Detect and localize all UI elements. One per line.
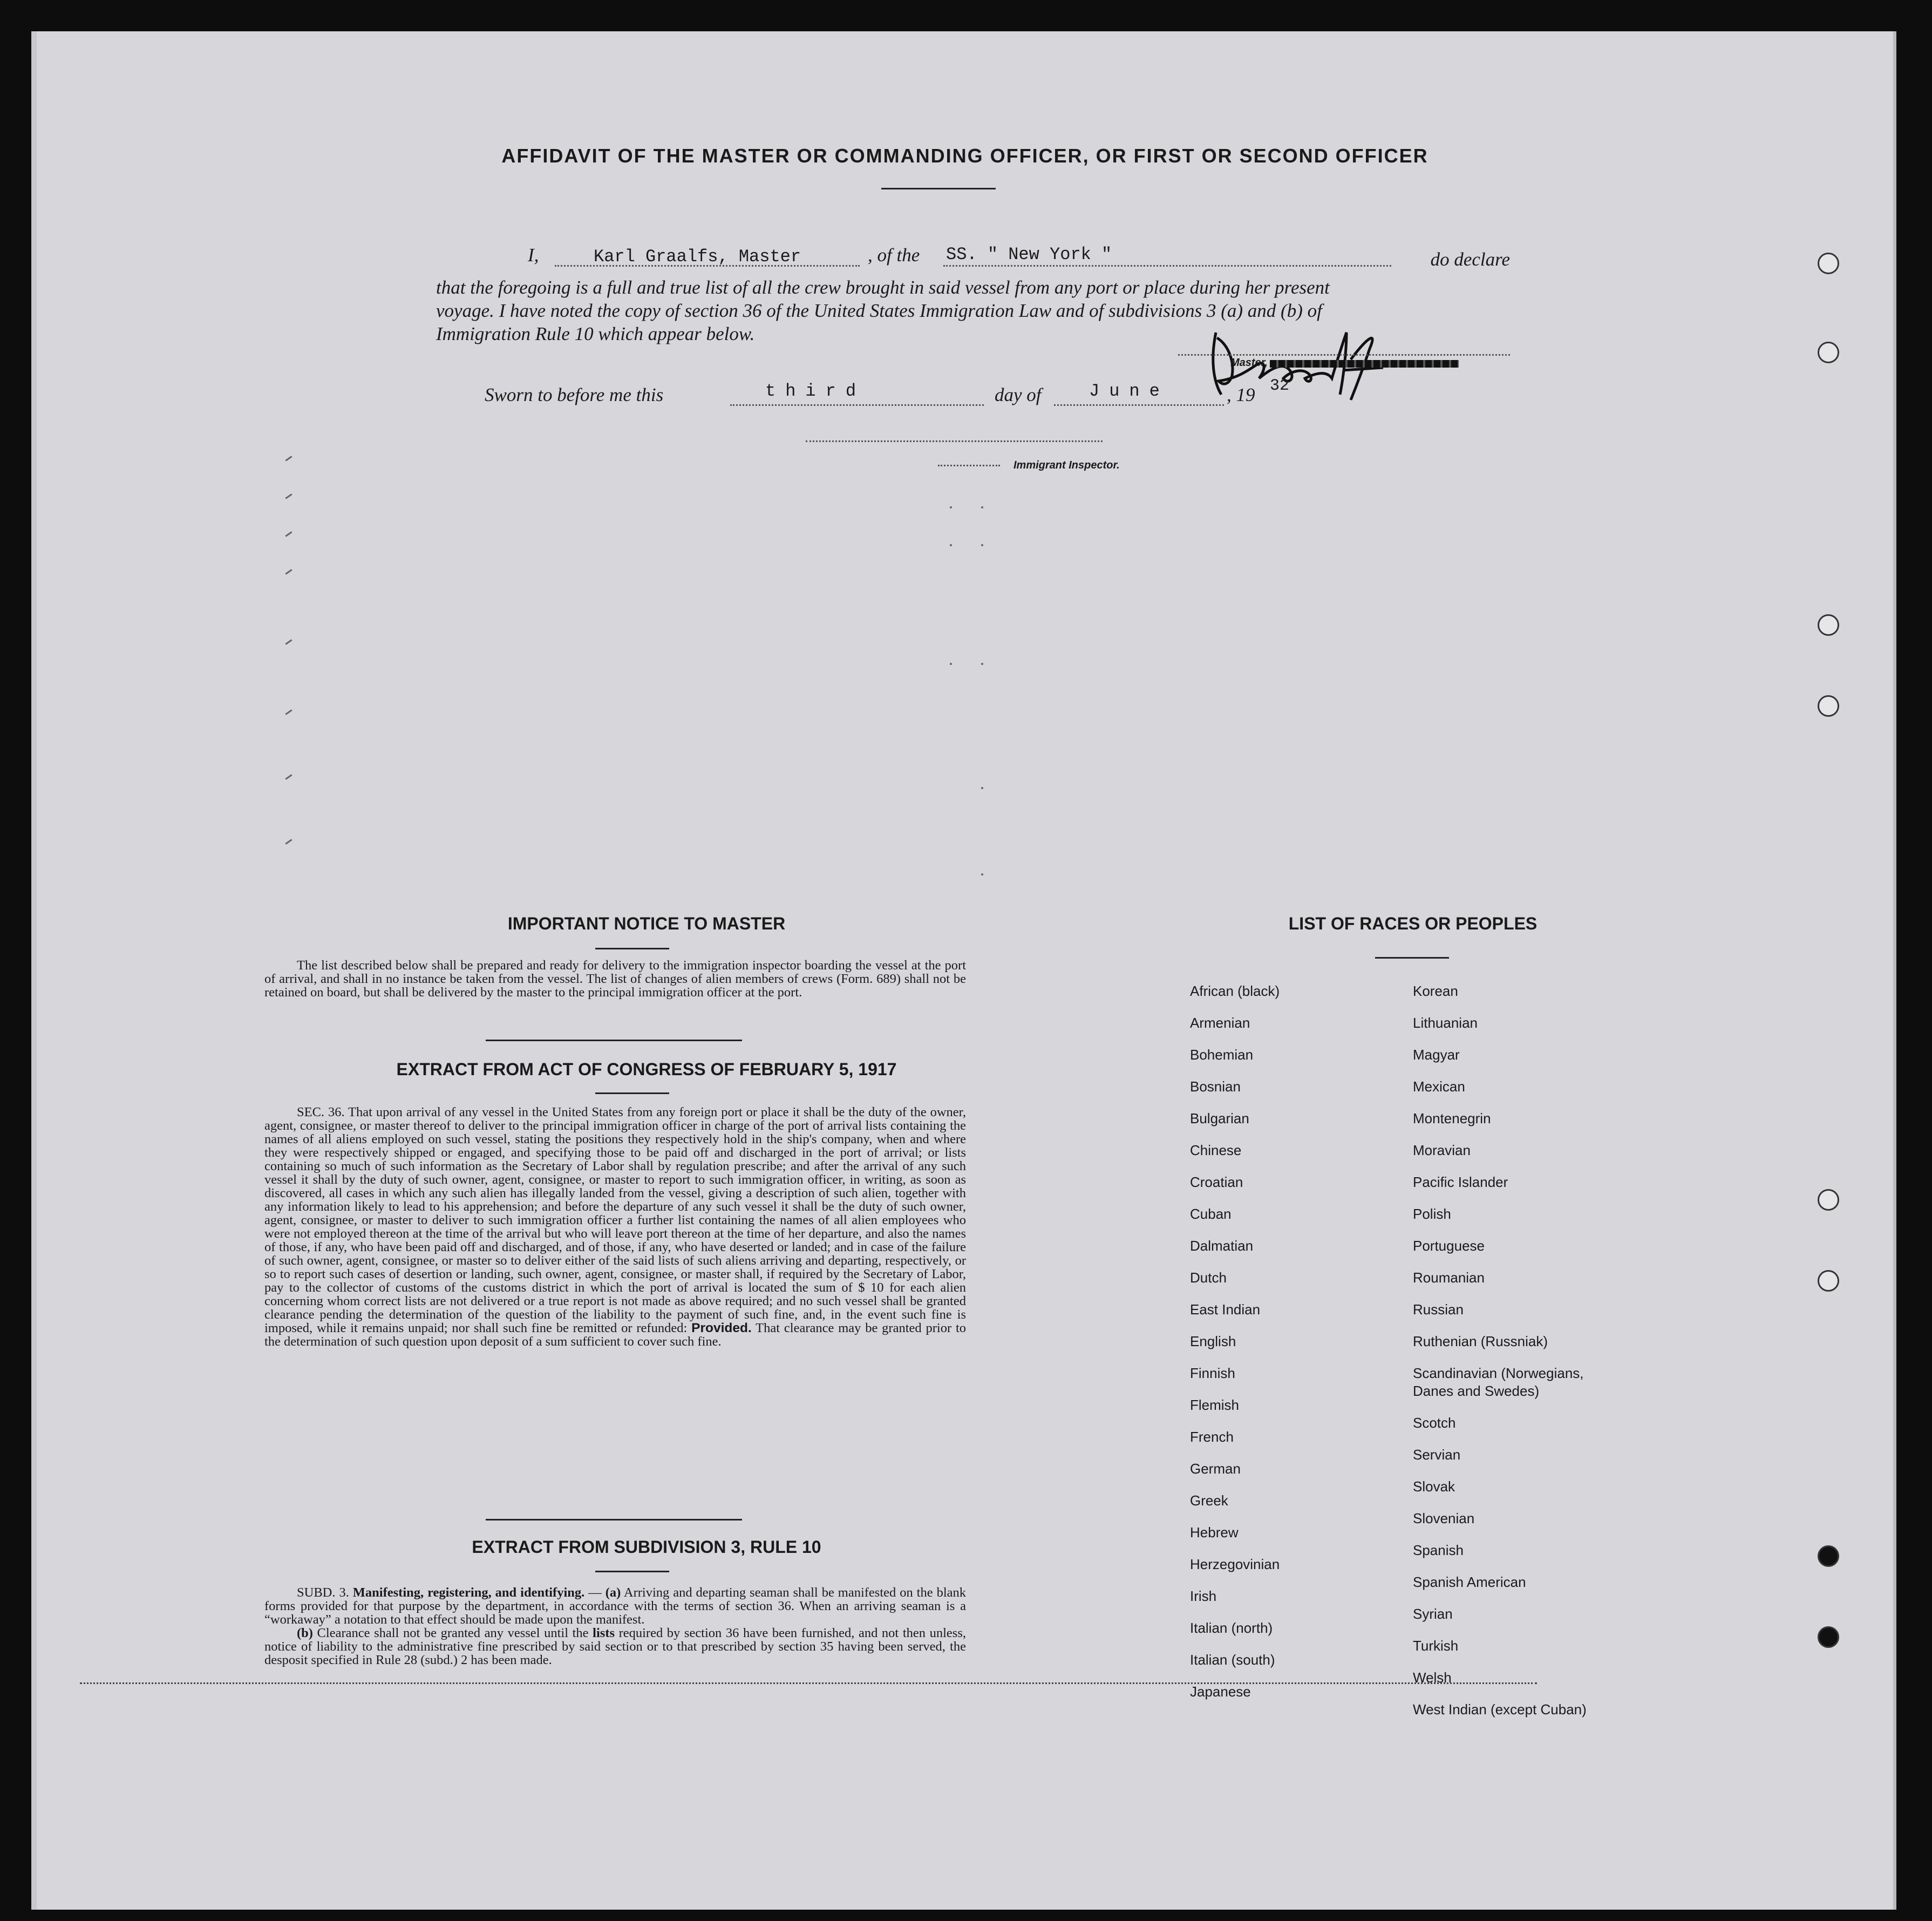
- race-item: Croatian: [1190, 1174, 1243, 1190]
- year-suffix: 32: [1270, 377, 1290, 395]
- race-item: Korean: [1413, 983, 1458, 999]
- vessel-underline: [943, 265, 1391, 267]
- punch-hole: [1818, 1189, 1839, 1211]
- affidavit-line-1: [436, 245, 1510, 271]
- document-page: [37, 31, 1896, 1910]
- affidavit-line-3: voyage. I have noted the copy of section 36 of the United States Immigration Law and of subdivisions 3 (a) and (b) of: [436, 300, 1322, 321]
- race-item: East Indian: [1190, 1301, 1261, 1318]
- race-item: English: [1190, 1333, 1236, 1349]
- rule-paragraph-a: [264, 1586, 966, 1626]
- race-item: Turkish: [1413, 1638, 1459, 1654]
- dot-mark: [950, 544, 952, 546]
- race-item: Japanese: [1190, 1684, 1251, 1700]
- race-item: Russian: [1413, 1301, 1464, 1318]
- race-item: Polish: [1413, 1206, 1451, 1222]
- race-item: Moravian: [1413, 1142, 1471, 1158]
- race-item: Finnish: [1190, 1365, 1235, 1381]
- race-item: Slovenian: [1413, 1510, 1475, 1526]
- race-item: German: [1190, 1461, 1241, 1477]
- act-text-tail: That clearance may be granted prior to the determination of such question upon deposit of a sum sufficient to cover such fine.: [264, 1321, 966, 1349]
- affidavit-title: AFFIDAVIT OF THE MASTER OR COMMANDING OFFICER, OR FIRST OR SECOND OFFICER: [501, 145, 1428, 167]
- rule-subd-heading: Manifesting, registering, and identifying.: [352, 1585, 585, 1600]
- rule-b-text-1: Clearance shall not be granted any vessel until the: [312, 1626, 593, 1640]
- race-item: Slovak: [1413, 1478, 1455, 1495]
- race-item: French: [1190, 1429, 1234, 1445]
- dot-mark: [981, 544, 983, 546]
- page-edge: [31, 31, 37, 1910]
- notice-paragraph: The list described below shall be prepared and ready for delivery to the immigration inspector boarding the vessel at the port of arrival, and shall in no instance be taken from the vessel. The list of changes of alien members of crews (Form. 689) shall not be retained on board, but shall be delivered by the master to the principal immigration officer at the port.: [264, 958, 966, 1000]
- race-item: Hebrew: [1190, 1524, 1239, 1540]
- notice-title: IMPORTANT NOTICE TO MASTER: [507, 914, 786, 933]
- declarant-name: Karl Graalfs, Master: [594, 247, 801, 267]
- year-prefix: , 19: [1227, 384, 1255, 405]
- rule-b-lists: lists: [593, 1626, 615, 1640]
- race-item: Scandinavian (Norwegians, Danes and Swedes): [1413, 1365, 1584, 1399]
- punch-hole: [1818, 253, 1839, 274]
- notice-rule: [595, 948, 669, 949]
- race-item: Italian (south): [1190, 1652, 1275, 1668]
- sworn-prefix: Sworn to before me this: [485, 384, 664, 405]
- race-item: Mexican: [1413, 1078, 1465, 1095]
- race-item: Syrian: [1413, 1606, 1453, 1622]
- affidavit-line-2: that the foregoing is a full and true list of all the crew brought in said vessel from any port or place during her present: [436, 277, 1330, 298]
- races-left-column: [1190, 976, 1406, 1708]
- tick-mark: [285, 569, 292, 574]
- race-item: Spanish: [1413, 1542, 1464, 1558]
- notice-text: [264, 959, 966, 999]
- act-title: EXTRACT FROM ACT OF CONGRESS OF FEBRUARY 5, 1917: [396, 1060, 897, 1079]
- tick-mark: [285, 839, 292, 844]
- punch-hole: [1818, 1626, 1839, 1648]
- race-item: Chinese: [1190, 1142, 1242, 1158]
- race-item: Portuguese: [1413, 1238, 1485, 1254]
- race-item: Magyar: [1413, 1047, 1460, 1063]
- race-item: Bosnian: [1190, 1078, 1241, 1095]
- race-item: Cuban: [1190, 1206, 1232, 1222]
- race-item: Servian: [1413, 1447, 1461, 1463]
- rule-dash: —: [584, 1585, 606, 1600]
- tick-mark: [285, 531, 292, 537]
- rule-b-text-2: required by section 36 have been furnished, and not then unless, notice of liability to the administrative fine prescribed by said section or to that prescribed by section 35 having been served, the desposit specified in Rule 28 (subd.) 2 has been made.: [264, 1626, 966, 1667]
- act-paragraph: [264, 1105, 966, 1348]
- tick-mark: [285, 709, 292, 715]
- rule-text: [264, 1586, 966, 1667]
- act-text: [264, 1105, 966, 1348]
- rule-a-text: Arriving and departing seaman shall be manifested on the blank forms provided for that purpose by the department, in accordance with the terms of section 36. When an arriving seaman is a “workaway” a notation to that effect should be made upon the manifest.: [264, 1585, 967, 1627]
- affidavit-line-4: Immigration Rule 10 which appear below.: [436, 323, 755, 344]
- inspector-underline: [806, 440, 1103, 442]
- sworn-day-underline: [730, 404, 984, 406]
- signature-underline: [1178, 354, 1510, 356]
- punch-hole: [1818, 614, 1839, 636]
- punch-hole: [1818, 695, 1839, 717]
- race-item: Bulgarian: [1190, 1110, 1249, 1126]
- race-item: Ruthenian (Russniak): [1413, 1333, 1548, 1349]
- dot-mark: [950, 506, 952, 508]
- race-item: Bohemian: [1190, 1047, 1254, 1063]
- act-divider: [486, 1519, 742, 1520]
- dot-mark: [981, 873, 983, 875]
- race-item: Herzegovinian: [1190, 1556, 1280, 1572]
- sworn-day: third: [765, 381, 866, 401]
- vessel-name: SS. " New York ": [946, 245, 1112, 264]
- rule-b-label: (b): [297, 1626, 313, 1640]
- sworn-line: [436, 377, 1510, 408]
- signature-caption: Master,: [1230, 357, 1268, 369]
- race-item: West Indian (except Cuban): [1413, 1701, 1587, 1718]
- races-title: LIST OF RACES OR PEOPLES: [1288, 914, 1538, 933]
- inspector-caption: Immigrant Inspector.: [1013, 459, 1120, 471]
- dot-mark: [981, 787, 983, 789]
- race-item: Roumanian: [1413, 1270, 1485, 1286]
- punch-hole: [1818, 1545, 1839, 1567]
- rule-subd-label: SUBD. 3.: [297, 1585, 349, 1600]
- of-the-label: , of the: [868, 245, 920, 266]
- race-item: Scotch: [1413, 1415, 1456, 1431]
- sworn-month: June: [1089, 381, 1169, 401]
- act-rule: [595, 1092, 669, 1094]
- race-item: Pacific Islander: [1413, 1174, 1508, 1190]
- punch-hole: [1818, 1270, 1839, 1292]
- inspector-short-line: [938, 465, 1000, 466]
- rule-a-label: (a): [605, 1585, 621, 1600]
- races-rule: [1375, 957, 1449, 959]
- dot-mark: [981, 506, 983, 508]
- tick-mark: [285, 639, 292, 644]
- tick-mark: [285, 456, 292, 461]
- rule-rule: [595, 1571, 669, 1572]
- dot-mark: [950, 663, 952, 665]
- race-item: Welsh: [1413, 1669, 1452, 1686]
- race-item: Armenian: [1190, 1015, 1250, 1031]
- act-provided: Provided.: [691, 1321, 752, 1335]
- race-item: Lithuanian: [1413, 1015, 1478, 1031]
- race-item: Montenegrin: [1413, 1110, 1491, 1126]
- sworn-month-underline: [1054, 404, 1224, 406]
- tick-mark: [285, 774, 292, 779]
- dot-mark: [981, 663, 983, 665]
- race-item: Spanish American: [1413, 1574, 1526, 1590]
- race-item: Greek: [1190, 1492, 1228, 1509]
- notice-divider: [486, 1040, 742, 1041]
- rule-paragraph-b: [264, 1626, 966, 1667]
- race-item: Irish: [1190, 1588, 1217, 1604]
- race-item: Italian (north): [1190, 1620, 1273, 1636]
- do-declare-label: do declare: [1430, 249, 1510, 270]
- race-item: African (black): [1190, 983, 1280, 999]
- race-item: Flemish: [1190, 1397, 1240, 1413]
- rule-title: EXTRACT FROM SUBDIVISION 3, RULE 10: [472, 1537, 821, 1557]
- punch-hole: [1818, 342, 1839, 363]
- day-of-label: day of: [995, 384, 1042, 405]
- affidavit-pronoun: I,: [528, 245, 539, 266]
- title-rule: [881, 188, 996, 189]
- act-text-main: SEC. 36. That upon arrival of any vessel in the United States from any foreign port or place it shall be the duty of the owner, agent, consignee, or master thereof to deliver to the principal immigration officer in charge of the port of arrival lists containing the names of all aliens employed on such vessel, stating the positions they respectively hold in the ship's company, when and where they were respectively shipped or engaged, and specifying those to be paid off and discharged in the port of arrival; or lists containing so much of such information as the Secretary of Labor shall by regulation prescribe; and after the arrival of any such vessel it shall by the duty of such owner, agent, consignee, or master to report to such immigration officer, in writing, as soon as discovered, all cases in which any such alien has illegally landed from the vessel, giving a description of such alien, together with any information likely to lead to his apprehension; and before the departure of any such vessel it shall be the duty of such owner, agent, consignee, or master to deliver to such immigration officer a further list containing the names of all alien employees who were not employed thereon at the time of the arrival but who will leave port thereon at the time of her departure, and also the names of those, if any, who have been paid off and discharged, and of those, if any, who have deserted or landed; and in case of the failure of such owner, agent, consignee, or master so to deliver either of the said lists of such aliens arriving and departing, respectively, or so to report such cases of desertion or landing, such owner, agent, consignee, or master shall, if required by the Secretary of Labor, pay to the collector of customs of the customs district in which the port of arrival is located the sum of $ 10 for each alien concerning whom correct lists are not delivered or a true report is not made as above required; and no such vessel shall be granted clearance pending the determination of the question of the liability to the payment of such fine, and, in the event such fine is imposed, while it remains unpaid; nor shall such fine be remitted or refunded:: [264, 1105, 966, 1335]
- struck-out-title: [1270, 360, 1459, 368]
- race-item: Dutch: [1190, 1270, 1227, 1286]
- race-item: Dalmatian: [1190, 1238, 1254, 1254]
- races-right-column: [1413, 976, 1683, 1726]
- tick-mark: [285, 493, 292, 499]
